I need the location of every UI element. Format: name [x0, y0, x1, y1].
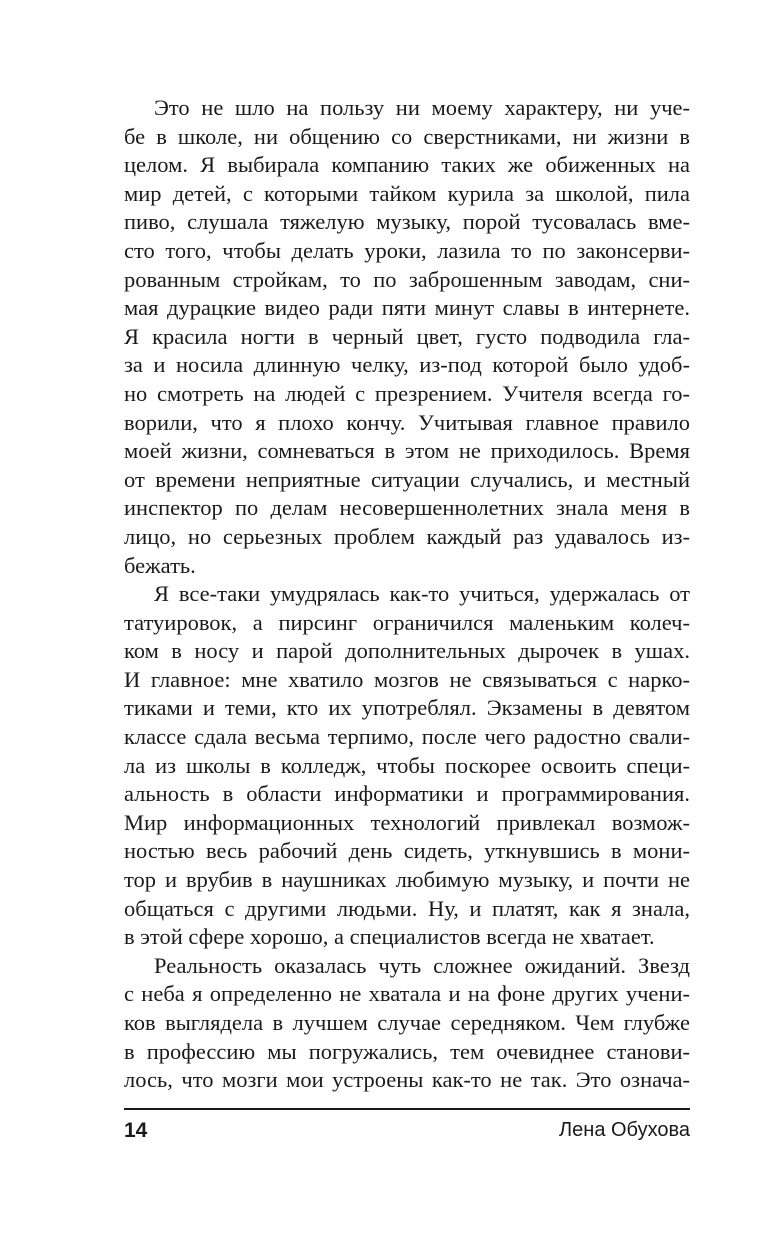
text-line: ворили, что я плохо кончу. Учитывая главное правило	[124, 409, 690, 435]
text-line: бежать.	[124, 552, 196, 578]
text-line: ков выглядела в лучшем случае середняком. Чем глубже	[124, 1010, 690, 1035]
text-line: И главное: мне хватило мозгов не связываться с нарко-	[124, 666, 690, 692]
paragraph-1	[124, 94, 690, 580]
footer-divider	[124, 1108, 690, 1110]
text-line: мая дурацкие видео ради пяти минут славы в интернете.	[124, 295, 690, 321]
text-line: в профессию мы погружались, тем очевиднее станови-	[124, 1038, 690, 1064]
text-line: лось, что мозги мои устроены как-то не так. Это означа-	[124, 1067, 690, 1093]
body-text	[124, 94, 690, 1095]
text-line: ностью весь рабочий день сидеть, уткнувшись в мони-	[124, 838, 690, 864]
paragraph-2	[124, 580, 690, 952]
page-number: 14	[124, 1119, 148, 1142]
text-line: Мир информационных технологий привлекал возмож-	[124, 809, 690, 835]
running-footer-author: Лена Обухова	[559, 1119, 690, 1141]
text-line: от времени неприятные ситуации случались, и местный	[124, 466, 690, 492]
text-line: в этой сфере хорошо, а специалистов всегда не хватает.	[124, 924, 655, 950]
text-line: с неба я определенно не хватала и на фоне других учени-	[124, 981, 690, 1007]
text-line: тор и врубив в наушниках любимую музыку, и почти не	[124, 867, 690, 893]
text-line: за и носила длинную челку, из-под которой было удоб-	[124, 352, 690, 378]
text-line: но смотреть на людей с презрением. Учителя всегда го-	[124, 380, 690, 406]
text-line: целом. Я выбирала компанию таких же обиженных на	[124, 152, 690, 178]
text-line: общаться с другими людьми. Ну, и платят, как я знала,	[124, 895, 690, 921]
text-line: классе сдала весьма терпимо, после чего радостно свали-	[124, 724, 690, 750]
text-line: рованным стройкам, то по заброшенным заводам, сни-	[124, 266, 690, 292]
text-line: Я все-таки умудрялась как-то учиться, удержалась от	[154, 581, 690, 607]
text-line: ла из школы в колледж, чтобы поскорее освоить специ-	[124, 752, 690, 778]
text-line: мир детей, с которыми тайком курила за школой, пила	[124, 180, 690, 206]
text-line: тиками и теми, кто их употреблял. Экзамены в девятом	[124, 695, 690, 721]
text-line: альность в области информатики и программирования.	[124, 781, 690, 807]
text-line: сто того, чтобы делать уроки, лазила то по законсерви-	[124, 237, 690, 263]
text-line: Я красила ногти в черный цвет, густо подводила гла-	[124, 323, 690, 349]
text-line: Это не шло на пользу ни моему характеру, ни уче-	[154, 95, 690, 120]
text-line: Реальность оказалась чуть сложнее ожиданий. Звезд	[154, 952, 690, 978]
text-line: моей жизни, сомневаться в этом не приходилось. Время	[124, 438, 690, 464]
text-line: татуировок, а пирсинг ограничился маленьким колеч-	[124, 609, 690, 635]
text-line: бе в школе, ни общению со сверстниками, ни жизни в	[124, 123, 690, 149]
text-line: ком в носу и парой дополнительных дырочек в ушах.	[124, 638, 690, 664]
text-line: пиво, слушала тяжелую музыку, порой тусовалась вме-	[124, 209, 690, 235]
paragraph-3	[124, 952, 690, 1095]
text-line: инспектор по делам несовершеннолетних знала меня в	[124, 495, 690, 521]
text-line: лицо, но серьезных проблем каждый раз удавалось из-	[124, 523, 690, 549]
